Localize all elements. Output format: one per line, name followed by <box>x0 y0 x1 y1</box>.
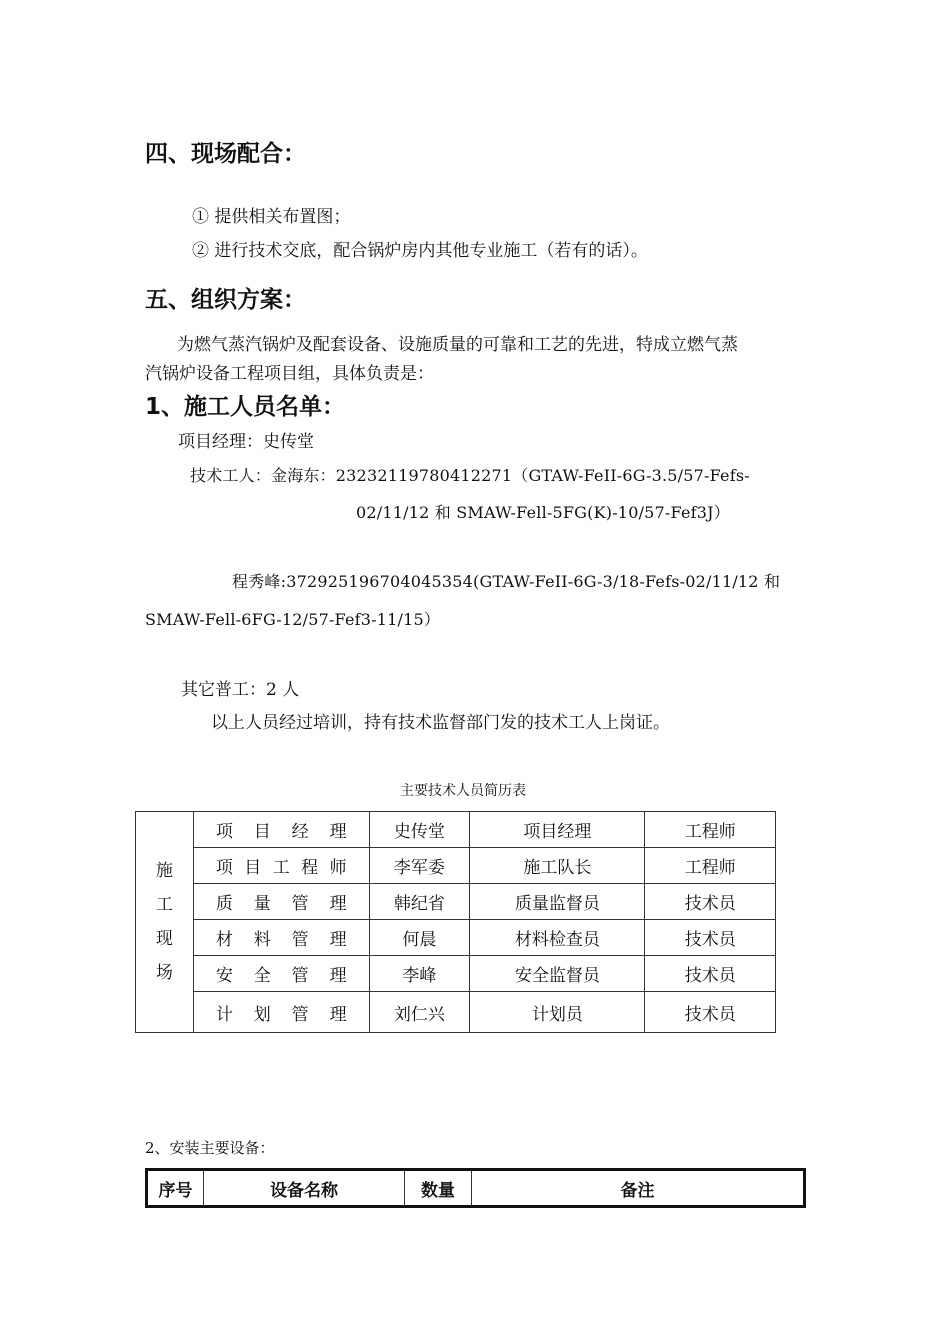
position-cell: 项目经理 <box>470 812 645 848</box>
side-label-cell <box>136 812 194 1033</box>
role-char: 材 <box>215 930 233 950</box>
staff-table <box>135 811 776 1033</box>
role-char: 理 <box>329 894 347 914</box>
certification-line: 以上人员经过培训，持有技术监督部门发的技术工人上岗证。 <box>211 713 670 733</box>
role-char: 料 <box>253 930 271 950</box>
table-row <box>136 812 776 848</box>
role-cell <box>193 920 369 956</box>
position-cell: 材料检查员 <box>470 920 645 956</box>
technician1-line1: 技术工人：金海东：23232119780412271（GTAW-FeII-6G-3.5/57-Fefs- <box>190 466 750 485</box>
role-char: 师 <box>329 858 347 878</box>
section5-title: 五、组织方案： <box>145 287 306 313</box>
header-serial: 序号 <box>147 1170 204 1207</box>
role-cell <box>193 992 369 1033</box>
role-cell <box>193 848 369 884</box>
role-char: 目 <box>253 822 271 842</box>
name-cell: 史传堂 <box>369 812 470 848</box>
table-row <box>136 956 776 992</box>
role-char: 程 <box>301 858 319 878</box>
section4-title: 四、现场配合： <box>145 141 306 167</box>
role-char: 工 <box>272 858 290 878</box>
role-char: 项 <box>215 858 233 878</box>
equipment-title: 2、安装主要设备： <box>145 1139 275 1157</box>
role-cell <box>193 812 369 848</box>
staff-list-title: 1、施工人员名单： <box>145 394 346 420</box>
title-cell: 工程师 <box>645 848 776 884</box>
section5-intro-line2: 汽锅炉设备工程项目组，具体负责是： <box>145 364 434 384</box>
technician1-line2: 02/11/12 和 SMAW-Fell-5FG(K)-10/57-Fef3J） <box>356 503 730 522</box>
staff-table-caption: 主要技术人员简历表 <box>400 783 526 799</box>
table-row <box>136 884 776 920</box>
role-char: 质 <box>215 894 233 914</box>
title-cell: 技术员 <box>645 920 776 956</box>
position-cell: 施工队长 <box>470 848 645 884</box>
side-label-char: 工 <box>155 895 173 915</box>
position-cell: 计划员 <box>470 992 645 1033</box>
table-row <box>136 920 776 956</box>
role-char: 管 <box>291 966 309 986</box>
role-char: 全 <box>253 966 271 986</box>
side-label-char: 施 <box>155 861 173 881</box>
section4-item-1: ① 提供相关布置图； <box>192 207 351 227</box>
title-cell: 技术员 <box>645 956 776 992</box>
name-cell: 何晨 <box>369 920 470 956</box>
side-label-char: 现 <box>155 929 173 949</box>
header-remarks: 备注 <box>472 1170 805 1207</box>
role-char: 项 <box>215 822 233 842</box>
role-cell <box>193 884 369 920</box>
name-cell: 李军委 <box>369 848 470 884</box>
role-char: 经 <box>291 822 309 842</box>
role-char: 理 <box>329 966 347 986</box>
role-cell <box>193 956 369 992</box>
section4-item-2: ② 进行技术交底，配合锅炉房内其他专业施工（若有的话）。 <box>192 241 648 261</box>
project-manager-line: 项目经理：史传堂 <box>178 432 314 452</box>
role-char: 理 <box>329 1004 347 1025</box>
name-cell: 刘仁兴 <box>369 992 470 1033</box>
role-char: 管 <box>291 930 309 950</box>
role-char: 划 <box>253 1004 271 1025</box>
table-row <box>136 848 776 884</box>
role-char: 理 <box>329 930 347 950</box>
table-row <box>136 992 776 1033</box>
table-header-row <box>147 1170 805 1207</box>
name-cell: 韩纪省 <box>369 884 470 920</box>
other-workers-line: 其它普工：2 人 <box>181 680 300 700</box>
role-char: 计 <box>215 1004 233 1025</box>
position-cell: 质量监督员 <box>470 884 645 920</box>
equipment-table <box>145 1168 806 1208</box>
role-char: 安 <box>215 966 233 986</box>
title-cell: 技术员 <box>645 884 776 920</box>
title-cell: 工程师 <box>645 812 776 848</box>
position-cell: 安全监督员 <box>470 956 645 992</box>
header-quantity: 数量 <box>405 1170 472 1207</box>
technician2-line1: 程秀峰:372925196704045354(GTAW-FeII-6G-3/18-Fefs-02/11/12 和 <box>232 572 781 591</box>
role-char: 目 <box>244 858 262 878</box>
role-char: 管 <box>291 1004 309 1025</box>
name-cell: 李峰 <box>369 956 470 992</box>
header-equipment-name: 设备名称 <box>204 1170 405 1207</box>
title-cell: 技术员 <box>645 992 776 1033</box>
role-char: 管 <box>291 894 309 914</box>
side-label-char: 场 <box>155 963 173 983</box>
role-char: 理 <box>329 822 347 842</box>
technician2-line2: SMAW-Fell-6FG-12/57-Fef3-11/15） <box>145 610 441 629</box>
role-char: 量 <box>253 894 271 914</box>
section5-intro-line1: 为燃气蒸汽锅炉及配套设备、设施质量的可靠和工艺的先进，特成立燃气蒸 <box>177 335 738 355</box>
